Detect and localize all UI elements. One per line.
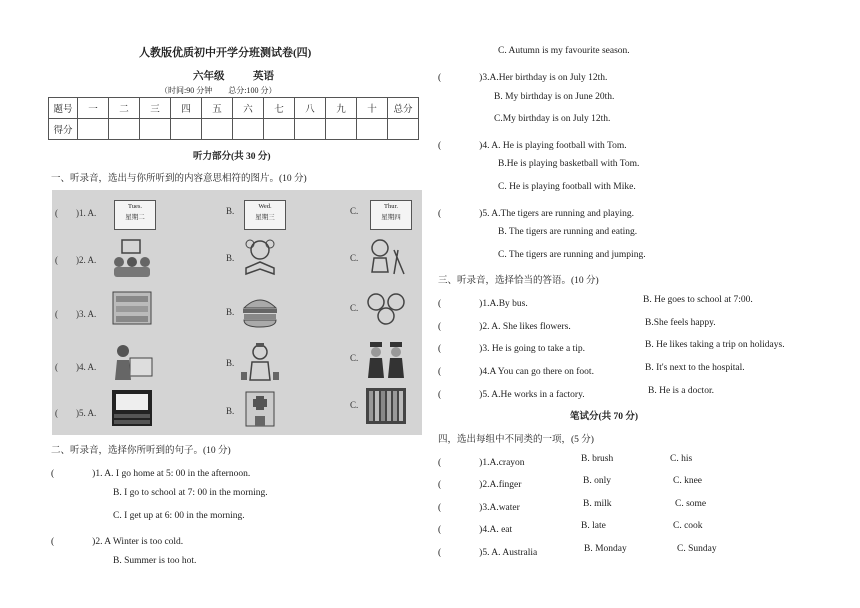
- score-input-cell[interactable]: [264, 119, 295, 140]
- picture-question-photo: [52, 190, 422, 435]
- cell: 总分: [388, 98, 419, 119]
- q4-c-label: C.: [350, 353, 359, 363]
- card-cn: 星期二: [125, 214, 145, 221]
- score-table: [48, 97, 419, 140]
- s4-q1-b: B. brush: [581, 454, 614, 464]
- q3-c-label: C.: [350, 303, 359, 313]
- s4-q2-a: ( )2.A.finger: [438, 480, 522, 490]
- paper-title: 人教版优质初中开学分班测试卷(四): [139, 47, 312, 59]
- q1-label: ( )1. A.: [55, 208, 97, 218]
- card-cn: 星期四: [381, 214, 401, 221]
- s2-q1-b: B. I go to school at 7: 00 in the morning.: [113, 488, 268, 498]
- children-watching-tv-picture: [110, 238, 154, 278]
- q1-c-label: C.: [350, 206, 359, 216]
- s2-q5-a: ( )5. A.The tigers are running and playing.: [438, 209, 635, 219]
- s4-q4-a: ( )4.A. eat: [438, 525, 513, 535]
- score-input-cell[interactable]: [202, 119, 233, 140]
- s2-q2-a: ( )2. A Winter is too cold.: [51, 537, 184, 547]
- s2-q4-a: ( )4. A. He is playing football with Tom.: [438, 141, 627, 151]
- q5-b-label: B.: [226, 406, 235, 416]
- card-en: Thur.: [384, 203, 398, 210]
- s3-q2-a: ( )2. A. She likes flowers.: [438, 322, 571, 332]
- s2-q1-c: C. I get up at 6: 00 in the morning.: [113, 511, 245, 521]
- q3-b-label: B.: [226, 307, 235, 317]
- cell: 得分: [49, 119, 78, 140]
- cell: 八: [295, 98, 326, 119]
- card-en: Wed.: [258, 203, 272, 210]
- s2-q5-c: C. The tigers are running and jumping.: [498, 250, 646, 260]
- s4-q1-c: C. his: [670, 454, 693, 464]
- library-picture: [364, 386, 408, 426]
- hospital-picture: [238, 388, 282, 428]
- score-input-cell[interactable]: [78, 119, 109, 140]
- s4-q4-c: C. cook: [673, 521, 703, 531]
- tomatoes-picture: [364, 288, 408, 328]
- cell: 五: [202, 98, 233, 119]
- q2-c-label: C.: [350, 253, 359, 263]
- s2-q3-b: B. My birthday is on June 20th.: [494, 92, 615, 102]
- listening-heading: 听力部分(共 30 分): [193, 152, 271, 162]
- s2-q3-c: C.My birthday is on July 12th.: [494, 114, 611, 124]
- card-en: Tues.: [127, 203, 143, 210]
- cell: 六: [233, 98, 264, 119]
- score-input-cell[interactable]: [326, 119, 357, 140]
- q5-c-label: C.: [350, 400, 359, 410]
- q1-b-label: B.: [226, 206, 235, 216]
- s4-q5-a: ( )5. A. Australia: [438, 548, 538, 558]
- s4-q5-c: C. Sunday: [677, 544, 717, 554]
- s4-q5-b: B. Monday: [584, 544, 627, 554]
- teacher-picture: [110, 342, 154, 382]
- score-input-cell[interactable]: [233, 119, 264, 140]
- score-input-cell[interactable]: [171, 119, 202, 140]
- cell: 四: [171, 98, 202, 119]
- cell: 一: [78, 98, 109, 119]
- q4-b-label: B.: [226, 358, 235, 368]
- exam-meta: （时间:90 分钟 总分:100 分）: [160, 86, 277, 95]
- girl-painting-picture: [364, 236, 408, 276]
- score-table-header-row: [49, 98, 419, 119]
- section2-heading: 二、听录音，选择你所听到的句子。(10 分): [51, 446, 231, 456]
- cell: 三: [140, 98, 171, 119]
- q2-label: ( )2. A.: [55, 255, 97, 265]
- police-officers-picture: [364, 340, 408, 380]
- s2-q3-a: ( )3.A.Her birthday is on July 12th.: [438, 73, 608, 83]
- score-input-cell[interactable]: [140, 119, 171, 140]
- s3-q4-b: B. It's next to the hospital.: [645, 363, 745, 373]
- subject-label: 英语: [253, 71, 274, 82]
- score-table-score-row: [49, 119, 419, 140]
- score-input-cell[interactable]: [295, 119, 326, 140]
- s4-q1-a: ( )1.A.crayon: [438, 458, 525, 468]
- score-input-cell[interactable]: [109, 119, 140, 140]
- s4-q3-b: B. milk: [583, 499, 612, 509]
- s4-q3-c: C. some: [675, 499, 707, 509]
- s2-q4-c: C. He is playing football with Mike.: [498, 182, 636, 192]
- cell: 十: [357, 98, 388, 119]
- s2-q5-b: B. The tigers are running and eating.: [498, 227, 638, 237]
- s3-q1-b: B. He goes to school at 7:00.: [643, 295, 753, 305]
- q5-label: ( )5. A.: [55, 408, 97, 418]
- hamburger-picture: [238, 290, 282, 330]
- q2-b-label: B.: [226, 253, 235, 263]
- s4-q2-c: C. knee: [673, 476, 703, 486]
- weekday-card-tues: [114, 200, 156, 230]
- cinema-picture: [110, 388, 154, 428]
- s3-q2-b: B.She feels happy.: [645, 318, 716, 328]
- s3-q4-a: ( )4.A You can go there on foot.: [438, 367, 594, 377]
- cell: 七: [264, 98, 295, 119]
- cell: 二: [109, 98, 140, 119]
- s3-q3-b: B. He likes taking a trip on holidays.: [645, 340, 785, 350]
- q3-label: ( )3. A.: [55, 309, 97, 319]
- s4-q4-b: B. late: [581, 521, 606, 531]
- score-input-cell[interactable]: [357, 119, 388, 140]
- girl-reading-picture: [238, 236, 282, 276]
- s3-q5-a: ( )5. A.He works in a factory.: [438, 390, 585, 400]
- card-cn: 星期三: [255, 214, 275, 221]
- supermarket-picture: [110, 288, 154, 328]
- score-input-cell[interactable]: [388, 119, 419, 140]
- weekday-card-wed: [244, 200, 286, 230]
- s3-q3-a: ( )3. He is going to take a tip.: [438, 344, 585, 354]
- section3-heading: 三、听录音，选择恰当的答语。(10 分): [438, 276, 599, 286]
- cell: 题号: [49, 98, 78, 119]
- s2-q2-c: C. Autumn is my favourite season.: [498, 46, 630, 56]
- section4-heading: 四，选出每组中不同类的一项，(5 分): [438, 435, 594, 445]
- cell: 九: [326, 98, 357, 119]
- s2-q4-b: B.He is playing basketball with Tom.: [498, 159, 640, 169]
- s2-q2-b: B. Summer is too hot.: [113, 556, 197, 566]
- s3-q1-a: ( )1.A.By bus.: [438, 299, 528, 309]
- written-heading: 笔试分(共 70 分): [570, 412, 639, 422]
- q4-label: ( )4. A.: [55, 362, 97, 372]
- section1-heading: 一、听录音，选出与你所听到的内容意思相符的图片。(10 分): [51, 174, 307, 184]
- doctor-picture: [238, 342, 282, 382]
- s2-q1-a: ( )1. A. I go home at 5: 00 in the afternoon.: [51, 469, 251, 479]
- grade-label: 六年级: [193, 71, 225, 82]
- s4-q2-b: B. only: [583, 476, 611, 486]
- weekday-card-thur: [370, 200, 412, 230]
- s3-q5-b: B. He is a doctor.: [648, 386, 714, 396]
- s4-q3-a: ( )3.A.water: [438, 503, 520, 513]
